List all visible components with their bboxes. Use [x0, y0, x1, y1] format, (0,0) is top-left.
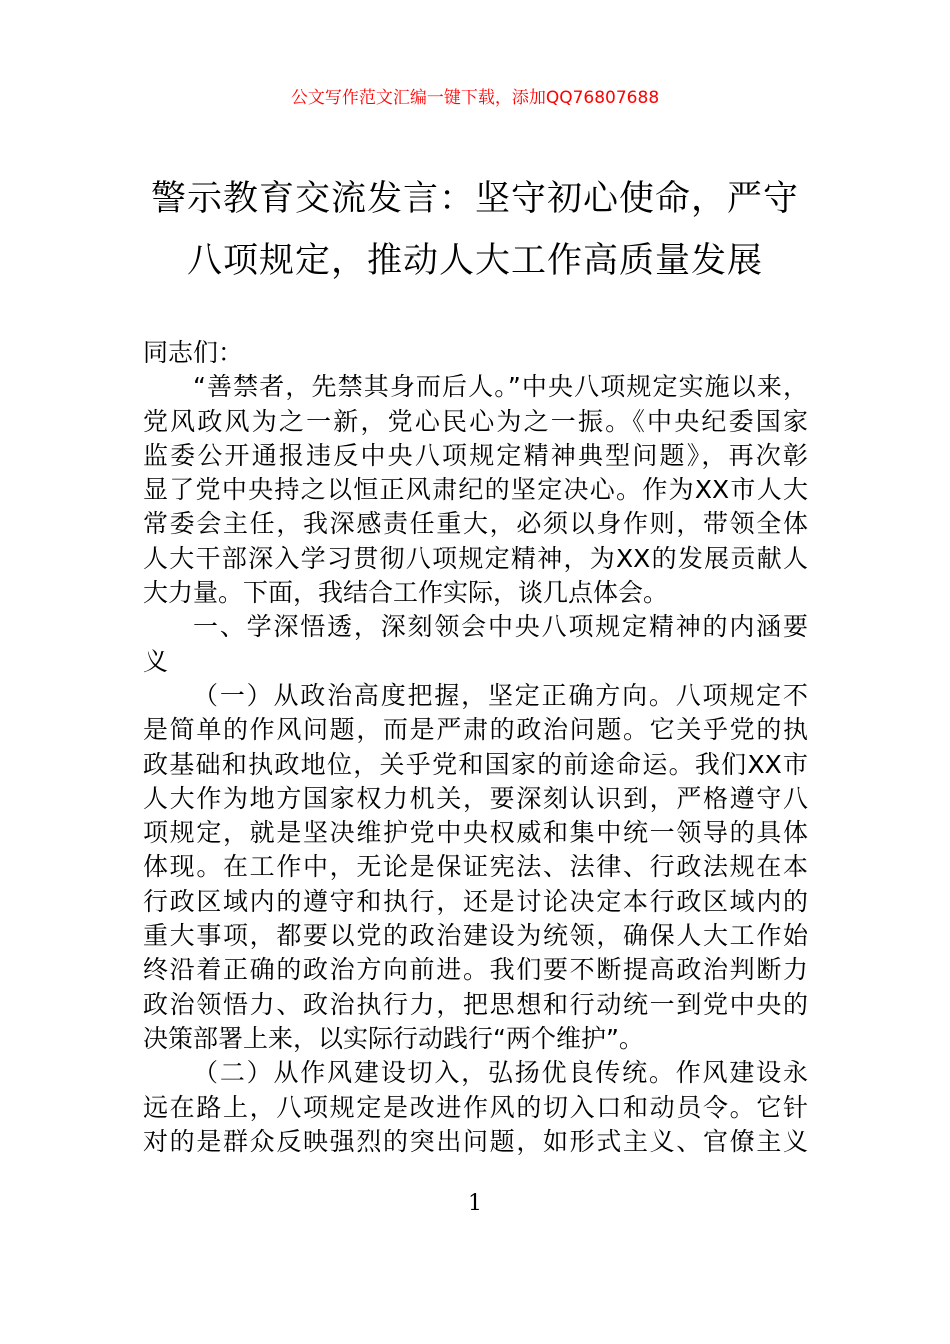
body-line: 对的是群众反映强烈的突出问题，如形式主义、官僚主义: [143, 1126, 808, 1156]
download-promo-note: 公文写作范文汇编一键下载，添加QQ76807688: [290, 88, 660, 108]
body-line: 政基础和执政地位，关乎党和国家的前途命运。我们XX市: [143, 749, 808, 779]
title-line-1: 警示教育交流发言：坚守初心使命，严守: [150, 179, 799, 219]
section-heading-line: 一、学深悟透，深刻领会中央八项规定精神的内涵要: [193, 612, 808, 642]
body-line: 常委会主任，我深感责任重大，必须以身作则，带领全体: [143, 509, 808, 539]
body-line: 监委公开通报违反中央八项规定精神典型问题》，再次彰: [143, 440, 808, 470]
subsection-line: （一）从政治高度把握，坚定正确方向。八项规定不: [193, 680, 808, 710]
body-line: 行政区域内的遵守和执行，还是讨论决定本行政区域内的: [143, 886, 808, 916]
body-line: 项规定，就是坚决维护党中央权威和集中统一领导的具体: [143, 818, 808, 848]
body-line: 体现。在工作中，无论是保证宪法、法律、行政法规在本: [143, 852, 808, 882]
body-line: 决策部署上来，以实际行动践行“两个维护”。: [143, 1023, 644, 1053]
title-line-2: 八项规定，推动人大工作高质量发展: [186, 241, 763, 281]
page-number: 1: [468, 1191, 482, 1216]
section-heading-line: 义: [143, 646, 169, 676]
body-line: 人大干部深入学习贯彻八项规定精神，为XX的发展贡献人: [143, 543, 808, 573]
body-line: 远在路上，八项规定是改进作风的切入口和动员令。它针: [143, 1092, 808, 1122]
body-line: “善禁者，先禁其身而后人。”中央八项规定实施以来，: [193, 372, 808, 402]
body-line: 党风政风为之一新，党心民心为之一振。《中央纪委国家: [143, 406, 808, 436]
body-line: 是简单的作风问题，而是严肃的政治问题。它关乎党的执: [143, 715, 808, 745]
document-title: [140, 168, 810, 292]
body-line: 大力量。下面，我结合工作实际，谈几点体会。: [143, 578, 669, 608]
body-line: 政治领悟力、政治执行力，把思想和行动统一到党中央的: [143, 989, 808, 1019]
body-line: 重大事项，都要以党的政治建设为统领，确保人大工作始: [143, 921, 808, 951]
body-line: 终沿着正确的政治方向前进。我们要不断提高政治判断力: [143, 955, 808, 985]
body-line: 显了党中央持之以恒正风肃纪的坚定决心。作为XX市人大: [143, 475, 808, 505]
body-line: 人大作为地方国家权力机关，要深刻认识到，严格遵守八: [143, 783, 808, 813]
document-body: [143, 336, 808, 1159]
subsection-line: （二）从作风建设切入，弘扬优良传统。作风建设永: [193, 1058, 808, 1088]
salutation-line: 同志们：: [143, 338, 244, 367]
